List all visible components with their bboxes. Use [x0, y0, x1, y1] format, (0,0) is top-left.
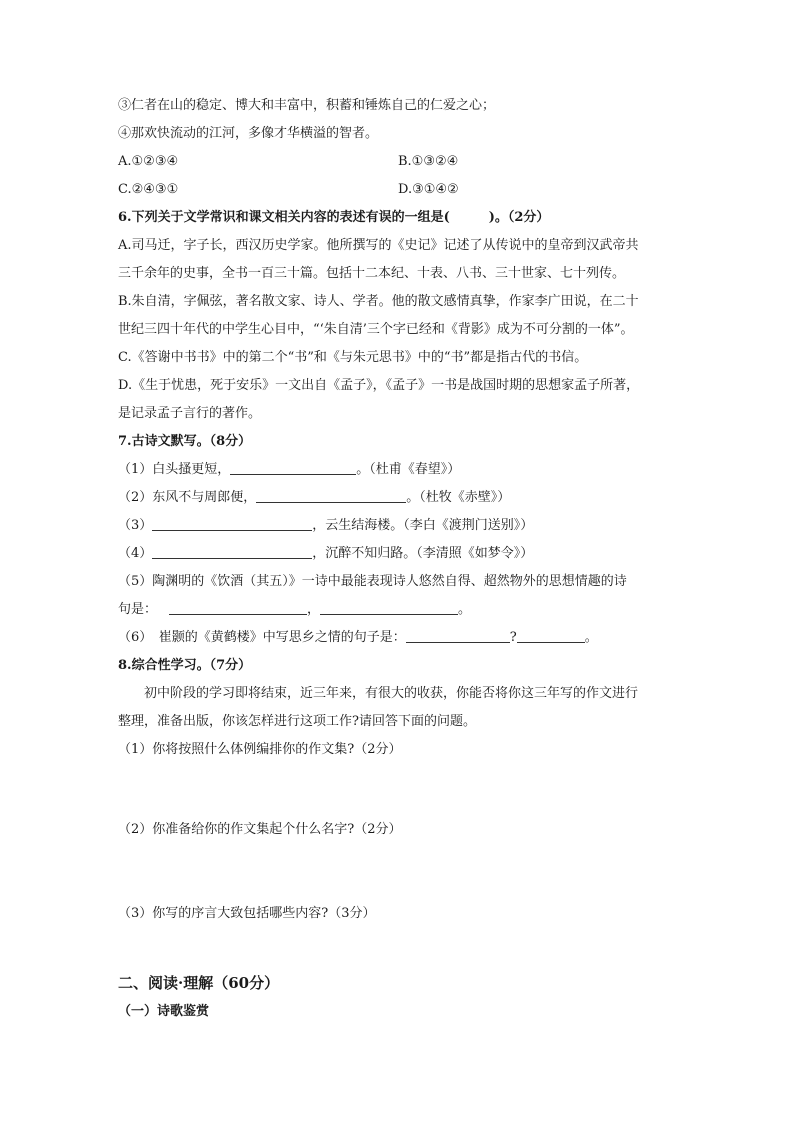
- q7-item-2: [118, 484, 684, 512]
- q7-item-2-blank[interactable]: [256, 486, 406, 503]
- q7-item-5-suffix: 。: [458, 602, 472, 617]
- q7-item-3-blank[interactable]: [152, 514, 312, 531]
- q7-item-3-suffix: ，云生结海楼。（李白《渡荆门送别》）: [312, 518, 534, 533]
- q5-options-row-1: [118, 148, 684, 176]
- q6-option-b-line-1: B.朱自清，字佩弦，著名散文家、诗人、学者。他的散文感情真挚，作家李广田说，在二十: [118, 294, 639, 309]
- q7-item-1: [118, 456, 684, 484]
- section-2-title: 二、阅读·理解（60分）: [118, 974, 280, 992]
- q7-item-4: [118, 540, 684, 568]
- q6-option-d-line-1: D.《生于忧患，死于安乐》一文出自《孟子》，《孟子》一书是战国时期的思想家孟子所著，: [118, 378, 640, 393]
- q7-item-4-prefix: （4）: [118, 546, 153, 561]
- q5-line-4: ④那欢快流动的江河，多像才华横溢的智者。: [118, 126, 379, 141]
- q7-item-5-line-1: （5）陶渊明的《饮酒（其五）》一诗中最能表现诗人悠然自得、超然物外的思想情趣的诗: [118, 574, 627, 589]
- q7-item-6-suffix: 。: [584, 630, 598, 645]
- q7-item-5-comma: ，: [307, 602, 321, 617]
- q7-title: 7.古诗文默写。（8分）: [118, 434, 252, 449]
- q8-answer-space-1[interactable]: [118, 764, 684, 816]
- q8-title: 8.综合性学习。（7分）: [118, 658, 252, 673]
- q7-item-4-blank[interactable]: [152, 542, 312, 559]
- q5-option-d: D.③①④②: [398, 182, 459, 197]
- q7-item-2-prefix: （2）东风不与周郎便，: [118, 490, 257, 505]
- q5-line-3: ③仁者在山的稳定、博大和丰富中，积蓄和锤炼自己的仁爱之心；: [118, 98, 496, 113]
- q7-item-6-prefix: （6） 崔颢的《黄鹤楼》中写思乡之情的句子是：: [118, 630, 406, 645]
- q7-item-5-prefix: 句是：: [118, 602, 158, 617]
- q7-item-6: [118, 624, 684, 652]
- q5-option-c: C.②④③①: [118, 182, 179, 197]
- q6-option-a-line-1: A.司马迁，字子长，西汉历史学家。他所撰写的《史记》记述了从传说中的皇帝到汉武帝共: [118, 238, 639, 253]
- q5-options-row-2: [118, 176, 684, 204]
- q6-option-a-line-2: 三千余年的史事，全书一百三十篇。包括十二本纪、十表、八书、三十世家、七十列传。: [118, 266, 626, 281]
- q7-item-5-blank-2[interactable]: [320, 598, 458, 615]
- q7-item-1-suffix: 。（杜甫《春望》）: [356, 462, 461, 477]
- q6-title: 6.下列关于文学常识和课文相关内容的表述有误的一组是( )。（2分）: [118, 210, 550, 225]
- q8-subquestion-2: （2）你准备给你的作文集起个什么名字?（2分）: [118, 822, 402, 837]
- q7-item-5-line-2: [118, 596, 684, 624]
- exam-page: [118, 92, 684, 1026]
- q7-item-6-blank-1[interactable]: [406, 626, 510, 643]
- q7-item-6-blank-2[interactable]: [517, 626, 585, 643]
- q6-option-b-line-2: 世纪三四十年代的中学生心目中，“‘朱自清’三个字已经和《背影》成为不可分割的一体”。: [118, 322, 634, 337]
- section-2-subtitle-poetry: （一）诗歌鉴赏: [118, 1004, 210, 1019]
- q7-item-1-prefix: （1）白头搔更短，: [118, 462, 231, 477]
- q8-paragraph-line-1: 初中阶段的学习即将结束，近三年来，有很大的收获，你能否将你这三年写的作文进行: [144, 686, 639, 701]
- q8-subquestion-1: （1）你将按照什么体例编排你的作文集?（2分）: [118, 742, 402, 757]
- q7-item-4-suffix: ，沉醉不知归路。（李清照《如梦令》）: [312, 546, 534, 561]
- q5-option-b: B.①③②④: [398, 154, 459, 169]
- q5-option-a: A.①②③④: [118, 154, 179, 169]
- q8-subquestion-3: （3）你写的序言大致包括哪些内容?（3分）: [118, 906, 376, 921]
- q7-item-3: [118, 512, 684, 540]
- q8-paragraph-line-2: 整理，准备出版，你该怎样进行这项工作?请回答下面的问题。: [118, 714, 476, 729]
- q7-item-6-question-mark: ?: [509, 630, 517, 645]
- q7-item-1-blank[interactable]: [230, 458, 356, 475]
- q7-item-2-suffix: 。（杜牧《赤壁》）: [406, 490, 511, 505]
- q6-option-d-line-2: 是记录孟子言行的著作。: [118, 406, 262, 421]
- q7-item-5-blank-1[interactable]: [169, 598, 307, 615]
- q7-item-3-prefix: （3）: [118, 518, 153, 533]
- q8-answer-space-2[interactable]: [118, 844, 684, 900]
- q6-option-c: C.《答谢中书书》中的第二个“书”和《与朱元思书》中的“书”都是指古代的书信。: [118, 350, 588, 365]
